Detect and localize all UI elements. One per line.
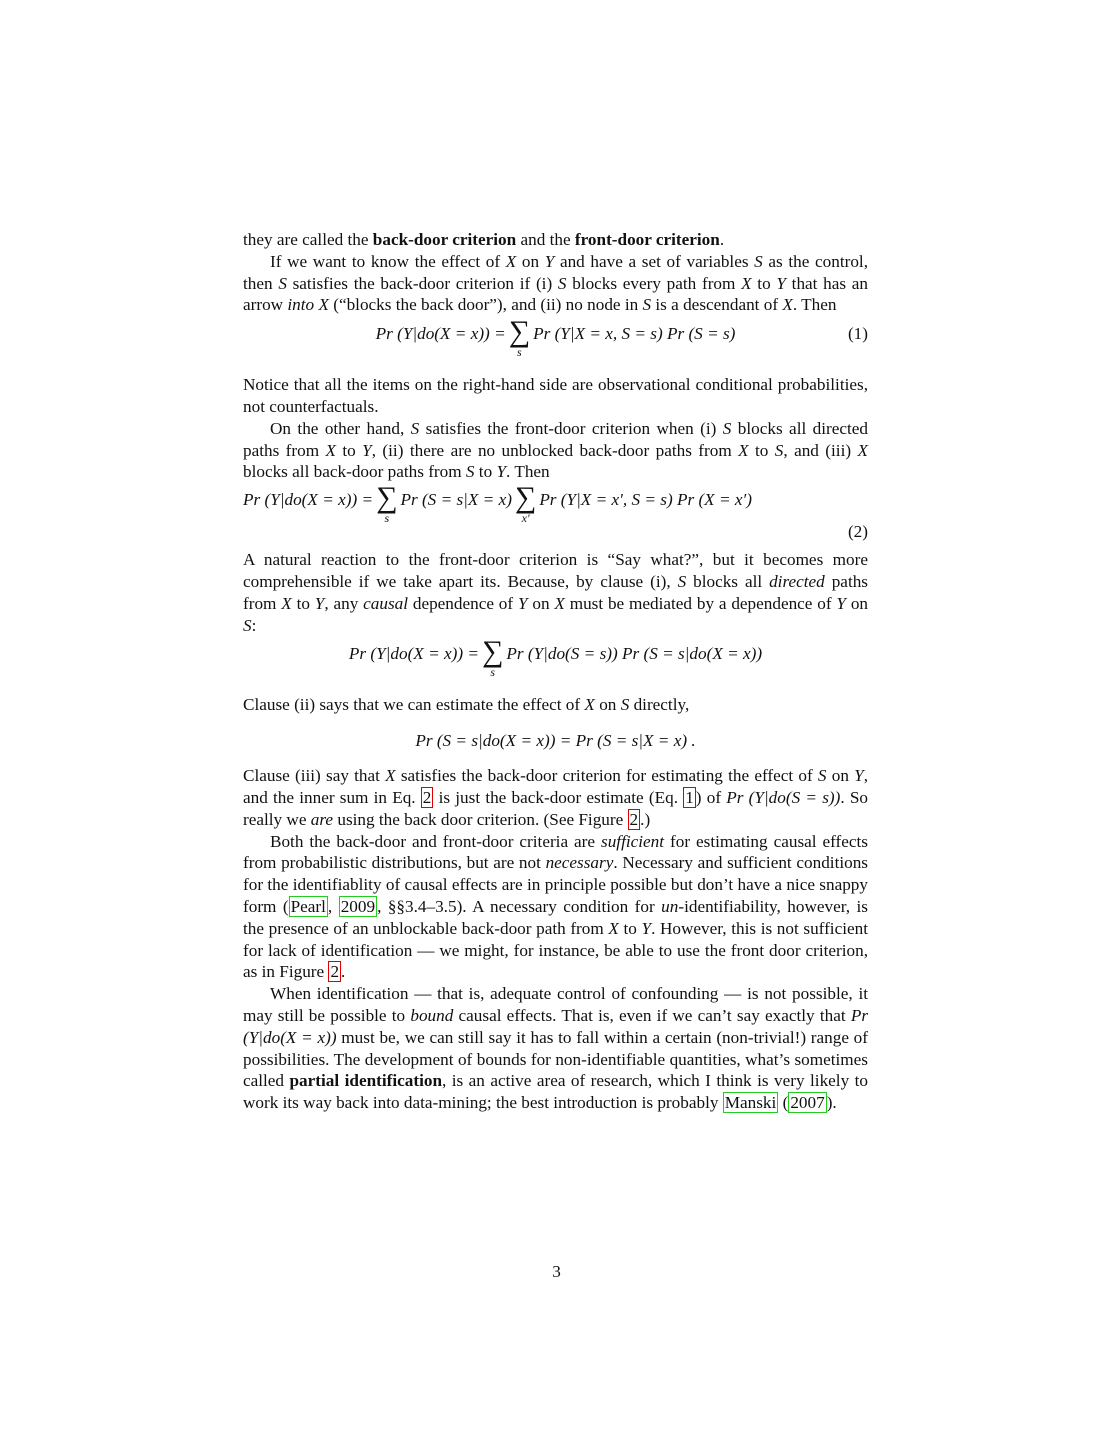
text: dependence of [408, 593, 518, 613]
text: on [516, 251, 545, 271]
var-x: X [608, 918, 619, 938]
text: satisfies the back-door criterion if (i) [286, 273, 558, 293]
text: , and (iii) [783, 440, 858, 460]
text: When identification — that is, adequate control of confounding — is not possible, it may still be possible to [243, 984, 868, 1025]
text: ) of [695, 787, 727, 807]
text: (“blocks the back door”), and (ii) no node in [328, 295, 643, 315]
text: Both the back-door and front-door criteria are [270, 831, 602, 851]
text: . However, this is not sufficient for lack of identification — we might, for instance, be able to use the front door criterion, as in Figure [243, 918, 868, 982]
text: blocks all [686, 571, 770, 591]
paragraph-front-door-definition [243, 418, 868, 483]
var-s: S [817, 766, 827, 786]
page-body [243, 229, 868, 1114]
equation-3-lhs: Pr (Y|do(X = x)) = [348, 644, 479, 664]
text: , and the inner sum in Eq. [243, 766, 868, 807]
emph-are: are [310, 809, 334, 829]
equation-1-lhs: Pr (Y|do(X = x)) = [375, 324, 506, 344]
summation-sign: ∑ s [376, 481, 398, 526]
text: on [594, 695, 621, 715]
text: on [826, 766, 855, 786]
var-x: X [318, 295, 329, 315]
equation-2-rhs: Pr (Y|X = x′, S = s) Pr (X = x′) [539, 490, 752, 510]
term-partial-identification: partial identification [289, 1071, 442, 1091]
var-s: S [642, 295, 652, 315]
emph-causal: causal [363, 593, 409, 613]
citation-year-link[interactable]: 2007 [790, 1093, 825, 1113]
text: to [751, 273, 777, 293]
var-y: Y [836, 593, 846, 613]
figure-ref-link[interactable]: 2 [629, 809, 639, 829]
text: is just the back-door estimate (Eq. [433, 787, 684, 807]
equation-ref-link[interactable]: 2 [422, 787, 432, 807]
text: on [845, 593, 869, 613]
text: using the back door criterion. (See Figure [333, 809, 628, 829]
var-x: X [738, 440, 749, 460]
page-number: 3 [552, 1262, 561, 1281]
text: Clause (ii) says that we can estimate the effect of [243, 695, 585, 715]
equation-2 [243, 481, 868, 549]
summation-index: s [517, 345, 522, 360]
paragraph-partial-identification [243, 983, 868, 1114]
text: directly, [629, 695, 690, 715]
equation-4 [243, 730, 868, 752]
emph-bound: bound [410, 1005, 454, 1025]
equation-4-body: Pr (S = s|do(X = x)) = Pr (S = s|X = x) . [415, 731, 696, 751]
emph-un: un [661, 896, 679, 916]
var-x: X [554, 593, 565, 613]
text: A natural reaction to the front-door criterion is “Say what?”, but it becomes more comprehensible if we take apart its. Because, by clause (i), [243, 550, 868, 591]
var-x: X [584, 695, 595, 715]
var-y: Y [496, 462, 507, 482]
text: paths from [243, 571, 868, 613]
text: , §§3.4–3.5). A necessary condition for [377, 896, 662, 916]
var-s: S [620, 695, 630, 715]
inline-math: Pr (Y|do(S = s)) [726, 787, 841, 807]
text: blocks every path from [566, 273, 742, 293]
var-y: Y [641, 918, 652, 938]
text: satisfies the back-door criterion for estimating the effect of [395, 766, 818, 786]
summation-index: x′ [521, 511, 530, 526]
text: , (ii) there are no unblocked back-door paths from [371, 440, 739, 460]
text: ( [778, 1093, 789, 1113]
paragraph-back-door-definition [243, 251, 868, 316]
text: , is an active area of research, which I think is very likely to work its way back into data-mining; the best introduction is probably [243, 1071, 868, 1113]
figure-ref-link[interactable]: 2 [330, 962, 340, 982]
text: Clause (iii) say that [243, 766, 386, 786]
text: to [474, 462, 497, 482]
text: and the [516, 230, 575, 249]
var-s: S [677, 571, 687, 591]
paragraph-clause-ii [243, 694, 868, 716]
equation-1 [243, 315, 868, 367]
equation-number-2: (2) [847, 522, 868, 542]
text: satisfies the front-door criterion when (i) [419, 418, 723, 438]
text: they are called the [243, 230, 373, 249]
text: on [527, 593, 555, 613]
text: . So really we [243, 787, 868, 829]
text: ). [826, 1093, 837, 1113]
paragraph-observational: Notice that all the items on the right-hand side are observational conditional probabilities, not counterfactuals. [243, 375, 868, 416]
term-back-door-criterion: back-door criterion [372, 230, 517, 249]
emph-necessary: necessary [545, 853, 614, 873]
paragraph-clause-iii [243, 765, 868, 830]
citation-link[interactable]: Manski [724, 1093, 777, 1113]
paragraph-sufficient [243, 831, 868, 984]
var-y: Y [314, 593, 325, 613]
text: to [748, 440, 775, 460]
text: . Then [506, 462, 550, 482]
var-y: Y [776, 273, 786, 293]
text: is a descendant of [651, 295, 783, 315]
text: , [327, 896, 339, 916]
summation-index: s [490, 665, 496, 680]
inline-math: Pr (Y|do(X = x)) [243, 1005, 869, 1047]
summation-sign: ∑ s [481, 635, 504, 680]
paragraph-intro [243, 229, 868, 251]
text: blocks all back-door paths from [243, 462, 466, 482]
text: to [291, 593, 315, 613]
var-y: Y [517, 593, 528, 613]
text: must be, we can still say it has to fall within a certain (non-trivial!) range of possibilities. The development of bounds for non-identifiable quantities, what’s sometimes called [243, 1027, 869, 1091]
equation-2-middle: Pr (S = s|X = x) [400, 490, 512, 510]
equation-3-rhs: Pr (Y|do(S = s)) Pr (S = s|do(X = x)) [506, 644, 763, 664]
var-x: X [281, 593, 292, 613]
text: causal effects. That is, even if we can’t say exactly that [453, 1005, 851, 1025]
text: and have a set of variables [554, 251, 755, 271]
var-y: Y [544, 251, 555, 271]
var-s: S [278, 273, 287, 293]
text: to [336, 440, 363, 460]
text: -identifiability, however, is the presence of an unblockable back-door path from [243, 896, 868, 938]
equation-number-1: (1) [847, 324, 868, 344]
text: that has an arrow [243, 273, 868, 315]
text: for estimating causal effects from probabilistic distributions, but are not [243, 831, 868, 873]
var-s: S [465, 462, 475, 482]
text: . [719, 230, 725, 249]
summation-sign: ∑ s [508, 315, 531, 360]
text: . Necessary and sufficient conditions for the identifiablity of causal effects are in principle possible but don’t have a nice snappy form ( [243, 853, 868, 916]
equation-ref-link[interactable]: 1 [685, 787, 694, 807]
text: to [618, 918, 642, 938]
var-s: S [410, 418, 420, 438]
var-s: S [243, 615, 252, 635]
summation-index: s [384, 511, 390, 526]
summation-sign: ∑ x′ [514, 481, 537, 526]
term-front-door-criterion: front-door criterion [574, 230, 720, 249]
text: must be mediated by a dependence of [564, 593, 837, 613]
equation-2-lhs: Pr (Y|do(X = x)) = [243, 490, 374, 510]
text: On the other hand, [270, 418, 411, 438]
text: .) [640, 809, 651, 829]
var-s: S [774, 440, 784, 460]
emph-into: into [287, 295, 315, 315]
paragraph-say-what [243, 549, 868, 636]
equation-3 [243, 635, 868, 687]
var-x: X [857, 440, 868, 460]
citation-link[interactable]: Pearl [290, 896, 326, 916]
var-x: X [741, 273, 752, 293]
emph-sufficient: sufficient [601, 831, 665, 851]
emph-directed: directed [769, 571, 825, 591]
var-s: S [557, 273, 567, 293]
text: : [251, 615, 257, 635]
var-y: Y [854, 766, 864, 786]
var-s: S [754, 251, 763, 271]
text: , any [324, 593, 364, 613]
citation-year-link[interactable]: 2009 [340, 896, 376, 916]
text: If we want to know the effect of [270, 251, 506, 271]
text: as the control, then [243, 251, 869, 293]
var-x: X [782, 295, 793, 315]
text: . Then [792, 295, 837, 315]
var-s: S [722, 418, 732, 438]
var-x: X [325, 440, 336, 460]
var-x: X [385, 766, 396, 786]
var-y: Y [362, 440, 372, 460]
var-x: X [505, 251, 517, 271]
text: blocks all directed paths from [243, 418, 868, 460]
equation-1-rhs: Pr (Y|X = x, S = s) Pr (S = s) [533, 324, 736, 344]
text: . [341, 962, 346, 982]
